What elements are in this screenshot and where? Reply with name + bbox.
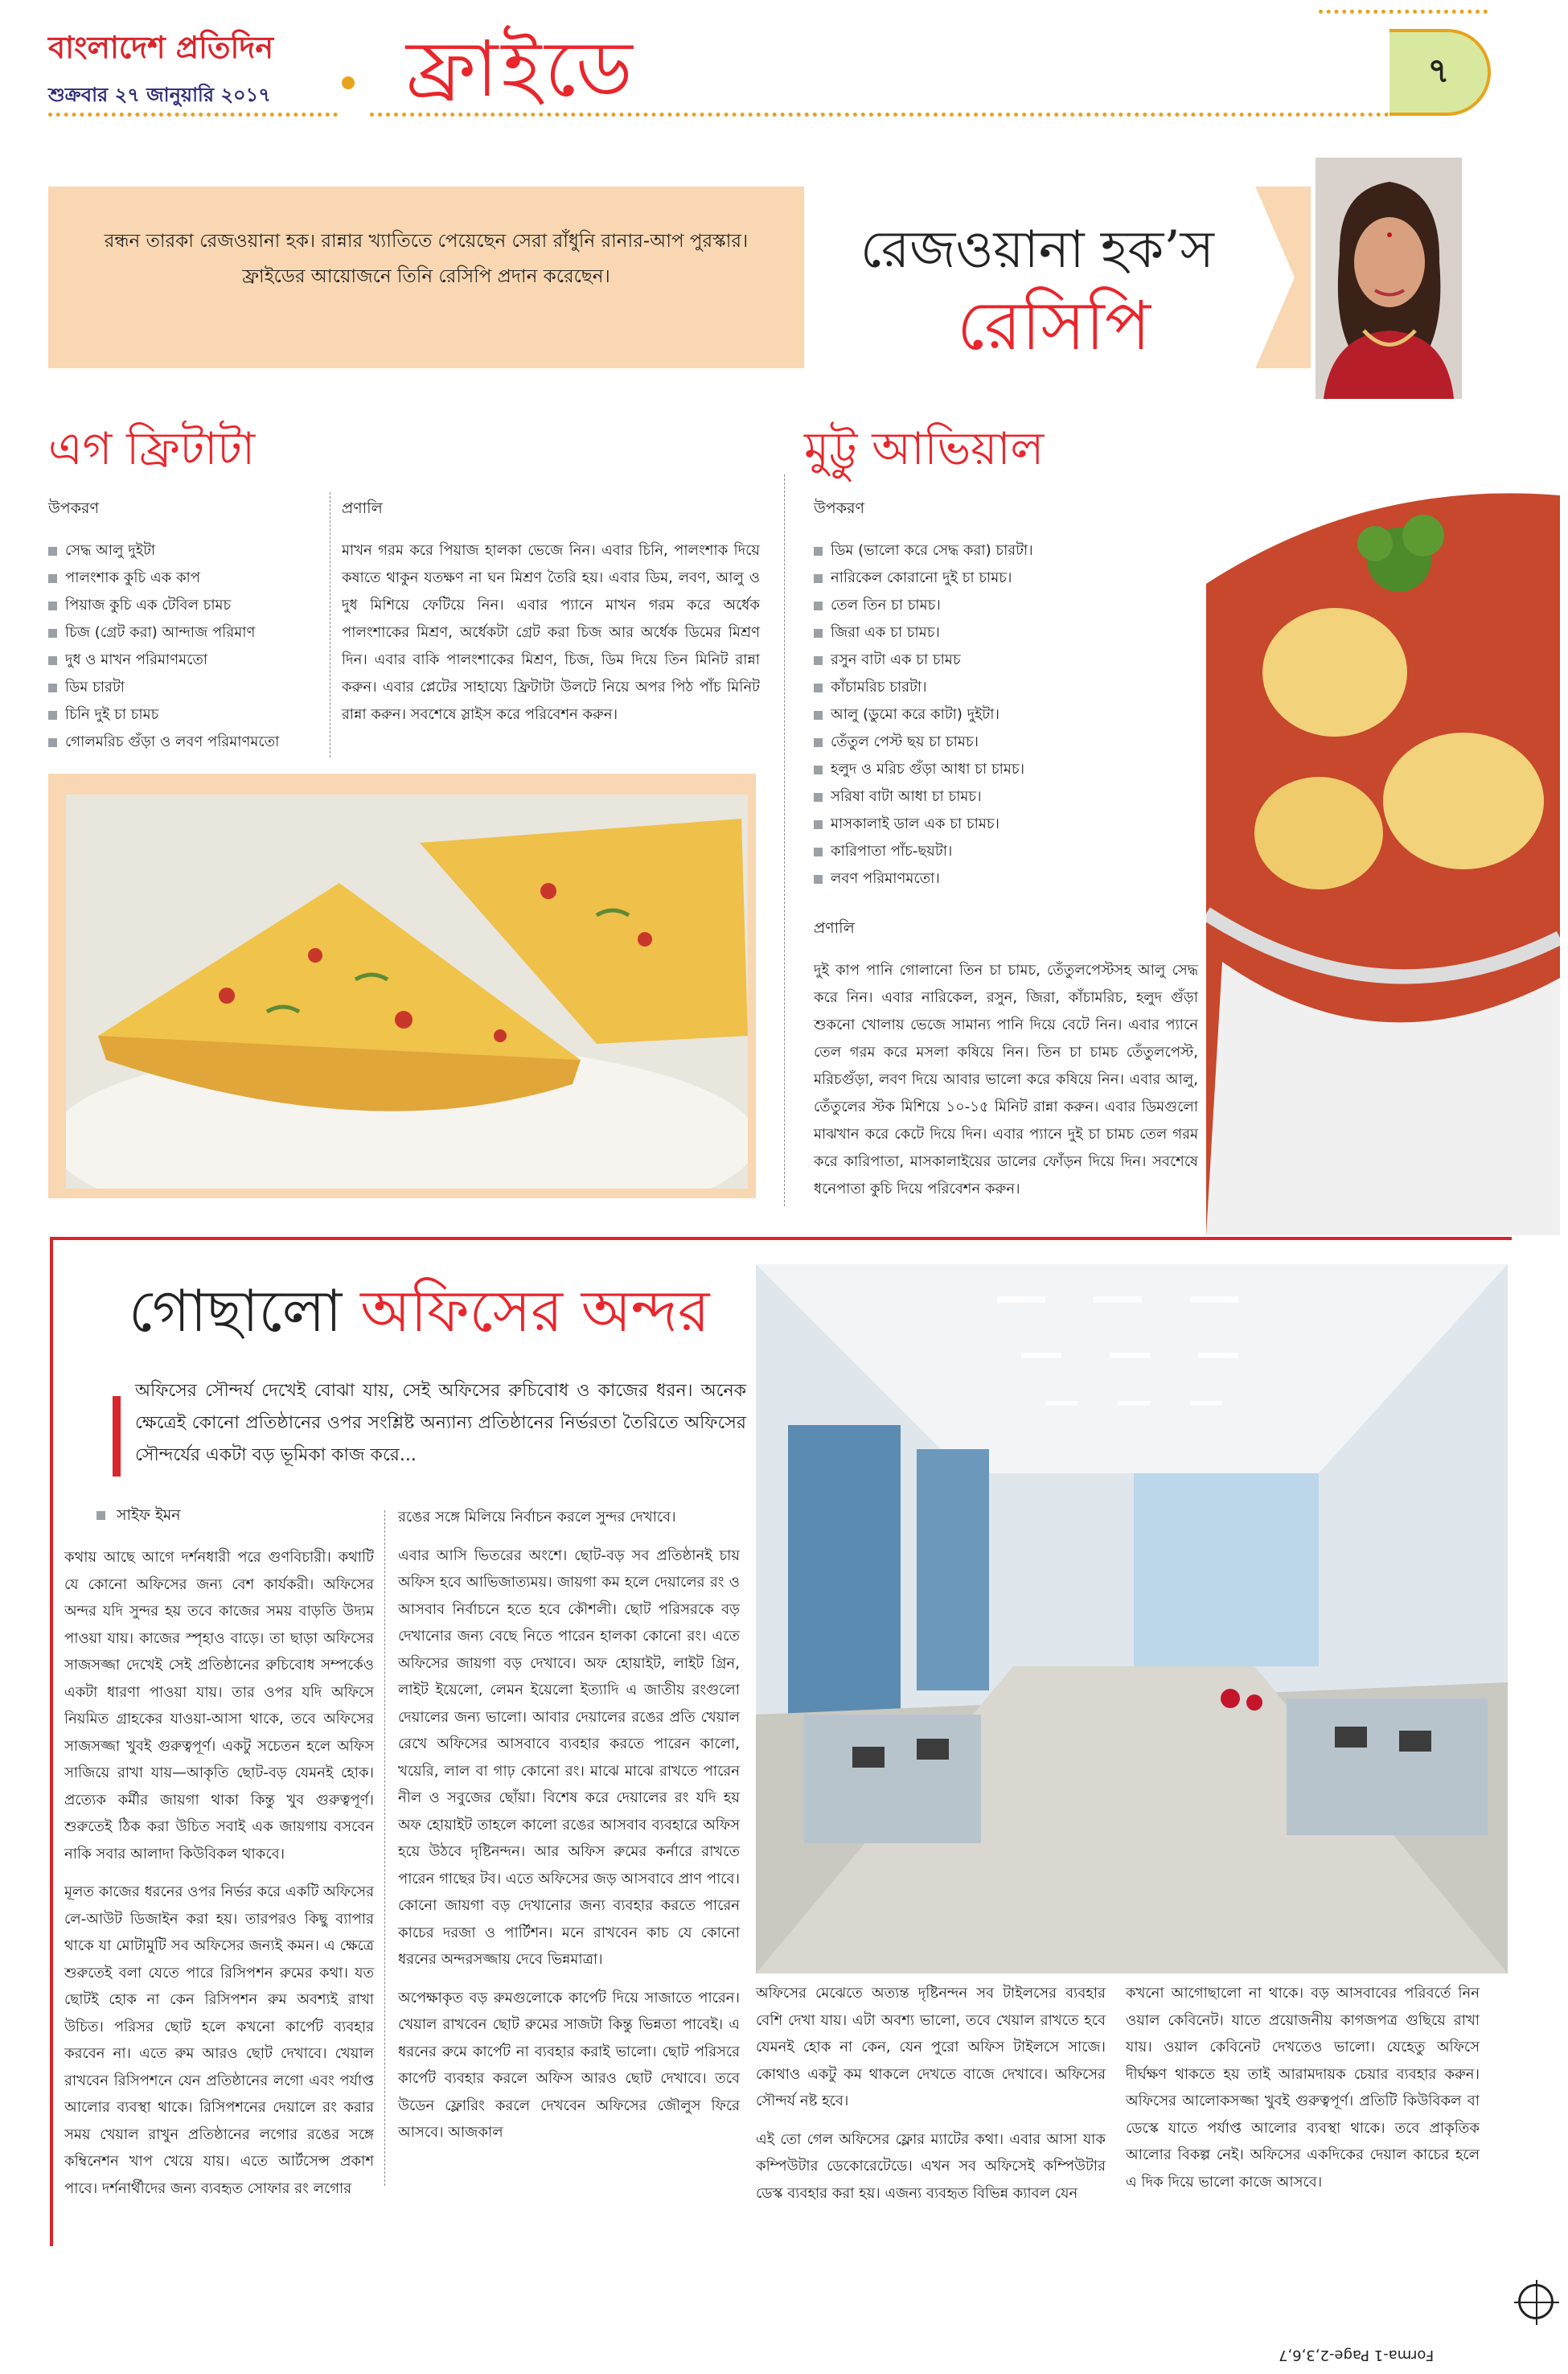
bullet-icon: [48, 574, 57, 583]
aviyal-method-text: দুই কাপ পানি গোলানো তিন চা চামচ, তেঁতুলপেস্টসহ আলু সেদ্ধ করে নিন। এবার নারিকেল, রসুন, জিরা, কাঁচামরিচ, হলুদ গুঁড়া শুকনো খোলায় ভেজে সামান্য পানি দিয়ে বেটে নিন। এবার প্যানে তেল গরম করে মসলা কষিয়ে নিন। তিন চা চামচ তেঁতুলপেস্ট, মরিচগুঁড়া, লবণ দিয়ে আবার ভালো করে কষিয়ে নিন। এবার আলু, তেঁতুলের স্টক মিশিয়ে ১০-১৫ মিনিট রান্না করুন। এবার ডিমগুলো মাঝখান করে কেটে দিয়ে দিন। এবার প্যানে দুই চা চামচ তেল গরম করে কারিপাতা, মাসকালাইয়ের ডালের ফোঁড়ন দিয়ে দিন। সবশেষে ধনেপাতা কুচি দিয়ে পরিবেশন করুন।: [814, 962, 1198, 1197]
bullet-icon: [48, 684, 57, 692]
paragraph: এবার আসি ভিতরের অংশে। ছোট-বড় সব প্রতিষ্ঠানই চায় অফিস হবে আভিজাত্যময়। জায়গা কম হলে দেয়ালের রং ও আসবাব নির্বাচনে হতে হবে কৌশলী। ছোট পরিসরকে বড় দেখানোর জন্য বেছে নিতে পারেন হালকা কোনো রং। এতে অফিসের জায়গা বড় দেখাবে। অফ হোয়াইট, লাইট গ্রিন, লাইট ইয়েলো, লেমন ইয়েলো ইত্যাদি এ জাতীয় রংগুলো দেয়ালের জন্য ভালো। আবার দেয়ালের রঙের প্রতি খেয়াল রেখে অফিসের আসবাবে ব্যবহার করতে পারেন কালো, খয়েরি, লাল বা গাঢ় কোনো রং। মাঝে মাঝে রাখতে পারেন নীল ও সবুজের ছোঁয়া। বিশেষ করে দেয়ালের রং যদি হয় অফ হোয়াইট তাহলে কালো রঙের আসবাব ব্যবহারে অফিস হয়ে উঠবে দৃষ্টিনন্দন। আর অফিস রুমের কর্নারে রাখতে পারেন গাছের টব। এতে অফিসের জড় আসবাবে প্রাণ পাবে। কোনো জায়গা বড় দেখানোর জন্য ব্যবহার করতে পারেন কাচের দরজা ও পার্টিশন। মনে রাখবেন কাচ যে কোনো ধরনের অন্দরসজ্জায় দেবে ভিন্নমাত্রা।: [398, 1546, 740, 1968]
author-name: সাইফ ইমন: [117, 1506, 181, 1524]
list-item: সেদ্ধ আলু দুইটা: [48, 537, 326, 565]
office-title-part1: গোছালো: [129, 1277, 343, 1345]
list-item: পিয়াজ কুচি এক টেবিল চামচ: [48, 592, 326, 619]
paragraph: অপেক্ষাকৃত বড় রুমগুলোকে কার্পেট দিয়ে সাজাতে পারেন। খেয়াল রাখবেন ছোট রুমের সাজটা কিন্তু ভিন্নতা পাবেই। এ ধরনের রুমে কার্পেট না ব্যবহার করাই ভালো। ছোট পরিসরে কার্পেট ব্যবহার করলে অফিস আরও ছোট দেখাবে। তবে উডেন ফ্লোরিং করলে দেখবেন অফিসের জৌলুস ফিরে আসবে। আজকাল: [398, 1989, 740, 2141]
paragraph: কখনো আগোছালো না থাকে। বড় আসবাবের পরিবর্তে নিন ওয়াল কেবিনেট। যাতে প্রয়োজনীয় কাগজপত্র গুছিয়ে রাখা যায়। ওয়াল কেবিনেট দেখতেও ভালো। যেহেতু অফিসে দীর্ঘক্ষণ থাকতে হয় তাই আরামদায়ক চেয়ার ব্যবহার করুন। অফিসের আলোকসজ্জা খুবই গুরুত্বপূর্ণ। প্রতিটি কিউবিকল বা ডেস্কে যাতে পর্যাপ্ত আলোর ব্যবস্থা থাকে। তবে প্রাকৃতিক আলোর বিকল্প নেই। অফিসের একদিকের দেয়াল কাচের হলে এ দিক দিয়ে ভালো কাজে আসবে।: [1126, 1985, 1480, 2191]
list-item: মাসকালাই ডাল এক চা চামচ।: [814, 811, 1192, 838]
list-item: রসুন বাটা এক চা চামচ: [814, 647, 1192, 674]
section-title: ফ্রাইডে: [406, 24, 636, 114]
list-item: কারিপাতা পাঁচ-ছয়টা।: [814, 838, 1192, 865]
frittata-method-heading: প্রণালি: [342, 499, 383, 517]
aviyal-ingredient-list: [814, 537, 1192, 893]
paragraph: এই তো গেল অফিসের ফ্লোর ম্যাটের কথা। এবার আসা যাক কম্পিউটার ডেকোরেটেডে। এখন সব অফিসেই কম্পিউটার ডেস্ক ব্যবহার করা হয়। এজন্য ব্যবহৃত বিভিন্ন ক্যাবল যেন: [756, 2130, 1106, 2202]
page-number: ৭: [1427, 50, 1450, 90]
office-photo: [756, 1264, 1508, 1974]
list-item: লবণ পরিমাণমতো।: [814, 865, 1192, 893]
chef-portrait-image: [1316, 158, 1462, 399]
forma-label: Forma-1 Page-2,3,6,7: [1279, 2347, 1435, 2364]
article-column-1: [64, 1544, 374, 2213]
frittata-title: এগ ফ্রিটাটা: [48, 423, 256, 475]
list-item: আলু (ডুমো করে কাটা) দুইটা।: [814, 701, 1192, 729]
list-item: ডিম চারটা: [48, 674, 326, 701]
list-item: হলুদ ও মরিচ গুঁড়া আধা চা চামচ।: [814, 756, 1192, 783]
frittata-ingredients-heading: উপকরণ: [48, 499, 99, 517]
bullet-icon: [814, 820, 823, 829]
office-title-part2: অফিসের অন্দর: [360, 1277, 710, 1345]
article-column-3: [756, 1980, 1106, 2218]
article-column-2: [398, 1504, 740, 2158]
bullet-icon: [814, 711, 823, 720]
registration-mark-icon: [1518, 2284, 1554, 2319]
list-item: পালংশাক কুচি এক কাপ: [48, 565, 326, 592]
paragraph: মূলত কাজের ধরনের ওপর নির্ভর করে একটি অফিসের লে-আউট ডিজাইন করা হয়। তারপরও কিছু ব্যাপার থাকে যা মোটামুটি সব অফিসের জন্যই কমন। এ ক্ষেত্রে শুরুতেই বলা যেতে পারে রিসিপশন রুমের কথা। যত ছোটই হোক না কেন রিসিপশন রুম অবশ্যই রাখা উচিত। পরিসর ছোট হলে কখনো কার্পেট ব্যবহার করবেন না। এতে রুম আরও ছোট দেখাবে। খেয়াল রাখবেন রিসিপশনে যেন প্রতিষ্ঠানের লগো এবং পর্যাপ্ত আলোর ব্যবস্থা থাকে। রিসিপশনের দেয়ালে রং করার সময় খেয়াল রাখুন প্রতিষ্ঠানের লগোর রঙের সঙ্গে কম্বিনেশন খাপ খেয়ে যায়। এতে আর্টসেন্স প্রকাশ পাবে। দর্শনার্থীদের জন্য ব্যবহৃত সোফার রং লগোর: [64, 1883, 374, 2197]
office-article-title: [129, 1267, 709, 1364]
bullet-icon: [814, 656, 823, 665]
bullet-icon: [814, 629, 823, 638]
masthead: [48, 24, 273, 113]
frittata-photo: [66, 795, 748, 1189]
issue-date: শুক্রবার ২৭ জানুয়ারি ২০১৭: [48, 84, 271, 106]
column-divider: [384, 1510, 385, 2186]
frittata-ingredient-list: [48, 537, 326, 756]
paragraph: অফিসের মেঝেতে অত্যন্ত দৃষ্টিনন্দন সব টাইলসের ব্যবহার বেশি দেখা যায়। এটা অবশ্য ভালো, তবে খেয়াল রাখতে হবে যেমনই হোক না কেন, যেন পুরো অফিস টাইলসে সাজে। কোথাও একটু কম থাকলে দেখতে বাজে দেখাবে। অফিসের সৌন্দর্য নষ্ট হবে।: [756, 1985, 1106, 2109]
bullet-icon: [814, 602, 823, 610]
aviyal-ingredients-heading: উপকরণ: [814, 499, 864, 517]
chef-name-heading: রেজওয়ানা হক’স: [860, 220, 1214, 280]
office-intro-text: অফিসের সৌন্দর্য দেখেই বোঝা যায়, সেই অফিসের রুচিবোধ ও কাজের ধরন। অনেক ক্ষেত্রেই কোনো প্রতিষ্ঠানের ওপর সংশ্লিষ্ট অন্যান্য প্রতিষ্ঠানের নির্ভরতা তৈরিতে অফিসের সৌন্দর্যের একটা বড় ভূমিকা কাজ করে...: [135, 1381, 746, 1465]
bullet-icon: [814, 547, 823, 556]
newspaper-name: বাংলাদেশ প্রতিদিন: [48, 30, 274, 65]
list-item: সরিষা বাটা আধা চা চামচ।: [814, 783, 1192, 811]
column-divider: [784, 474, 785, 1206]
list-item: জিরা এক চা চামচ।: [814, 619, 1192, 647]
frittata-method-text: মাখন গরম করে পিয়াজ হালকা ভেজে নিন। এবার চিনি, পালংশাক দিয়ে কষাতে থাকুন যতক্ষণ না ঘন মিশ্রণ তৈরি হয়। এবার ডিম, লবণ, আলু ও দুধ মিশিয়ে ফেটিয়ে নিন। এবার প্যানে মাখন গরম করে অর্ধেক পালংশাকের মিশ্রণ, অর্ধেকটা গ্রেট করা চিজ আর অর্ধেক ডিমের মিশ্রণ দিন। এবার বাকি পালংশাকের মিশ্রণ, চিজ, ডিম দিয়ে তিন মিনিট রান্না করুন। এবার প্লেটের সাহায্যে ফ্রিটাটা উলটে নিয়ে অপর পিঠ পাঁচ মিনিট রান্না করুন। সবশেষে স্লাইস করে পরিবেশন করুন।: [342, 542, 760, 723]
list-item: কাঁচামরিচ চারটা।: [814, 674, 1192, 701]
intro-accent-bar: [113, 1396, 121, 1477]
bullet-icon: [48, 547, 57, 556]
bullet-icon: [48, 602, 57, 610]
list-item: তেল তিন চা চামচ।: [814, 592, 1192, 619]
dotted-rule-top: [1319, 10, 1488, 14]
byline: [96, 1504, 181, 1530]
bullet-icon: [814, 574, 823, 583]
list-item: গোলমরিচ গুঁড়া ও লবণ পরিমাণমতো: [48, 729, 326, 756]
bullet-icon: [96, 1511, 105, 1520]
recipe-heading: রেসিপি: [957, 286, 1151, 365]
bullet-icon: [814, 766, 823, 774]
list-item: দুধ ও মাখন পরিমাণমতো: [48, 647, 326, 674]
bullet-icon: [814, 848, 823, 856]
aviyal-title: মুট্টু আভিয়াল: [804, 423, 1045, 475]
aviyal-photo: [1206, 463, 1560, 1235]
bullet-icon: [814, 793, 823, 802]
list-item: নারিকেল কোরানো দুই চা চামচ।: [814, 565, 1192, 592]
chef-intro-text: রন্ধন তারকা রেজওয়ানা হক। রান্নার খ্যাতিতে পেয়েছেন সেরা রাঁধুনি রানার-আপ পুরস্কার। ফ্রাইডের আয়োজনে তিনি রেসিপি প্রদান করেছেন।: [104, 231, 749, 287]
bullet-icon: [48, 711, 57, 720]
paragraph: কথায় আছে আগে দর্শনধারী পরে গুণবিচারী। কথাটি যে কোনো অফিসের জন্য বেশ কার্যকরী। অফিসের অন্দর যদি সুন্দর হয় তবে কাজের সময় বাড়তি উদ্যম পাওয়া যায়। কাজের স্পৃহাও বাড়ে। তা ছাড়া অফিসের সাজসজ্জা দেখেই সেই প্রতিষ্ঠানের রুচিবোধ সম্পর্কেও একটা ধারণা পাওয়া যায়। তার ওপর যদি অফিসে নিয়মিত গ্রাহকের যাওয়া-আসা থাকে, তবে অফিসের সাজসজ্জা খুবই গুরুত্বপূর্ণ। একটু সচেতন হলে অফিস সাজিয়ে রাখা যায়—আকৃতি ছোট-বড় যেমনই হোক। প্রত্যেক কর্মীর জায়গা থাকা কিন্তু খুব গুরুত্বপূর্ণ। শুরুতেই ঠিক করা উচিত সবাই এক জায়গায় বসবেন নাকি সবার আলাদা কিউবিকল থাকবে।: [64, 1549, 374, 1863]
paragraph: রঙের সঙ্গে মিলিয়ে নির্বাচন করলে সুন্দর দেখাবে।: [398, 1509, 676, 1526]
bullet-icon: [814, 738, 823, 747]
aviyal-method-heading: প্রণালি: [814, 919, 855, 937]
dotted-rule-left: [48, 113, 338, 117]
bullet-icon: [48, 656, 57, 665]
decorative-dot: [342, 76, 355, 89]
list-item: চিনি দুই চা চামচ: [48, 701, 326, 729]
bullet-icon: [48, 738, 57, 747]
bullet-icon: [814, 684, 823, 692]
list-item: ডিম (ভালো করে সেদ্ধ করা) চারটা।: [814, 537, 1192, 565]
article-column-4: [1126, 1980, 1480, 2207]
list-item: চিজ (গ্রেট করা) আন্দাজ পরিমাণ: [48, 619, 326, 647]
list-item: তেঁতুল পেস্ট ছয় চা চামচ।: [814, 729, 1192, 756]
bullet-icon: [814, 875, 823, 884]
page-number-badge: [1389, 29, 1491, 116]
bullet-icon: [48, 629, 57, 638]
